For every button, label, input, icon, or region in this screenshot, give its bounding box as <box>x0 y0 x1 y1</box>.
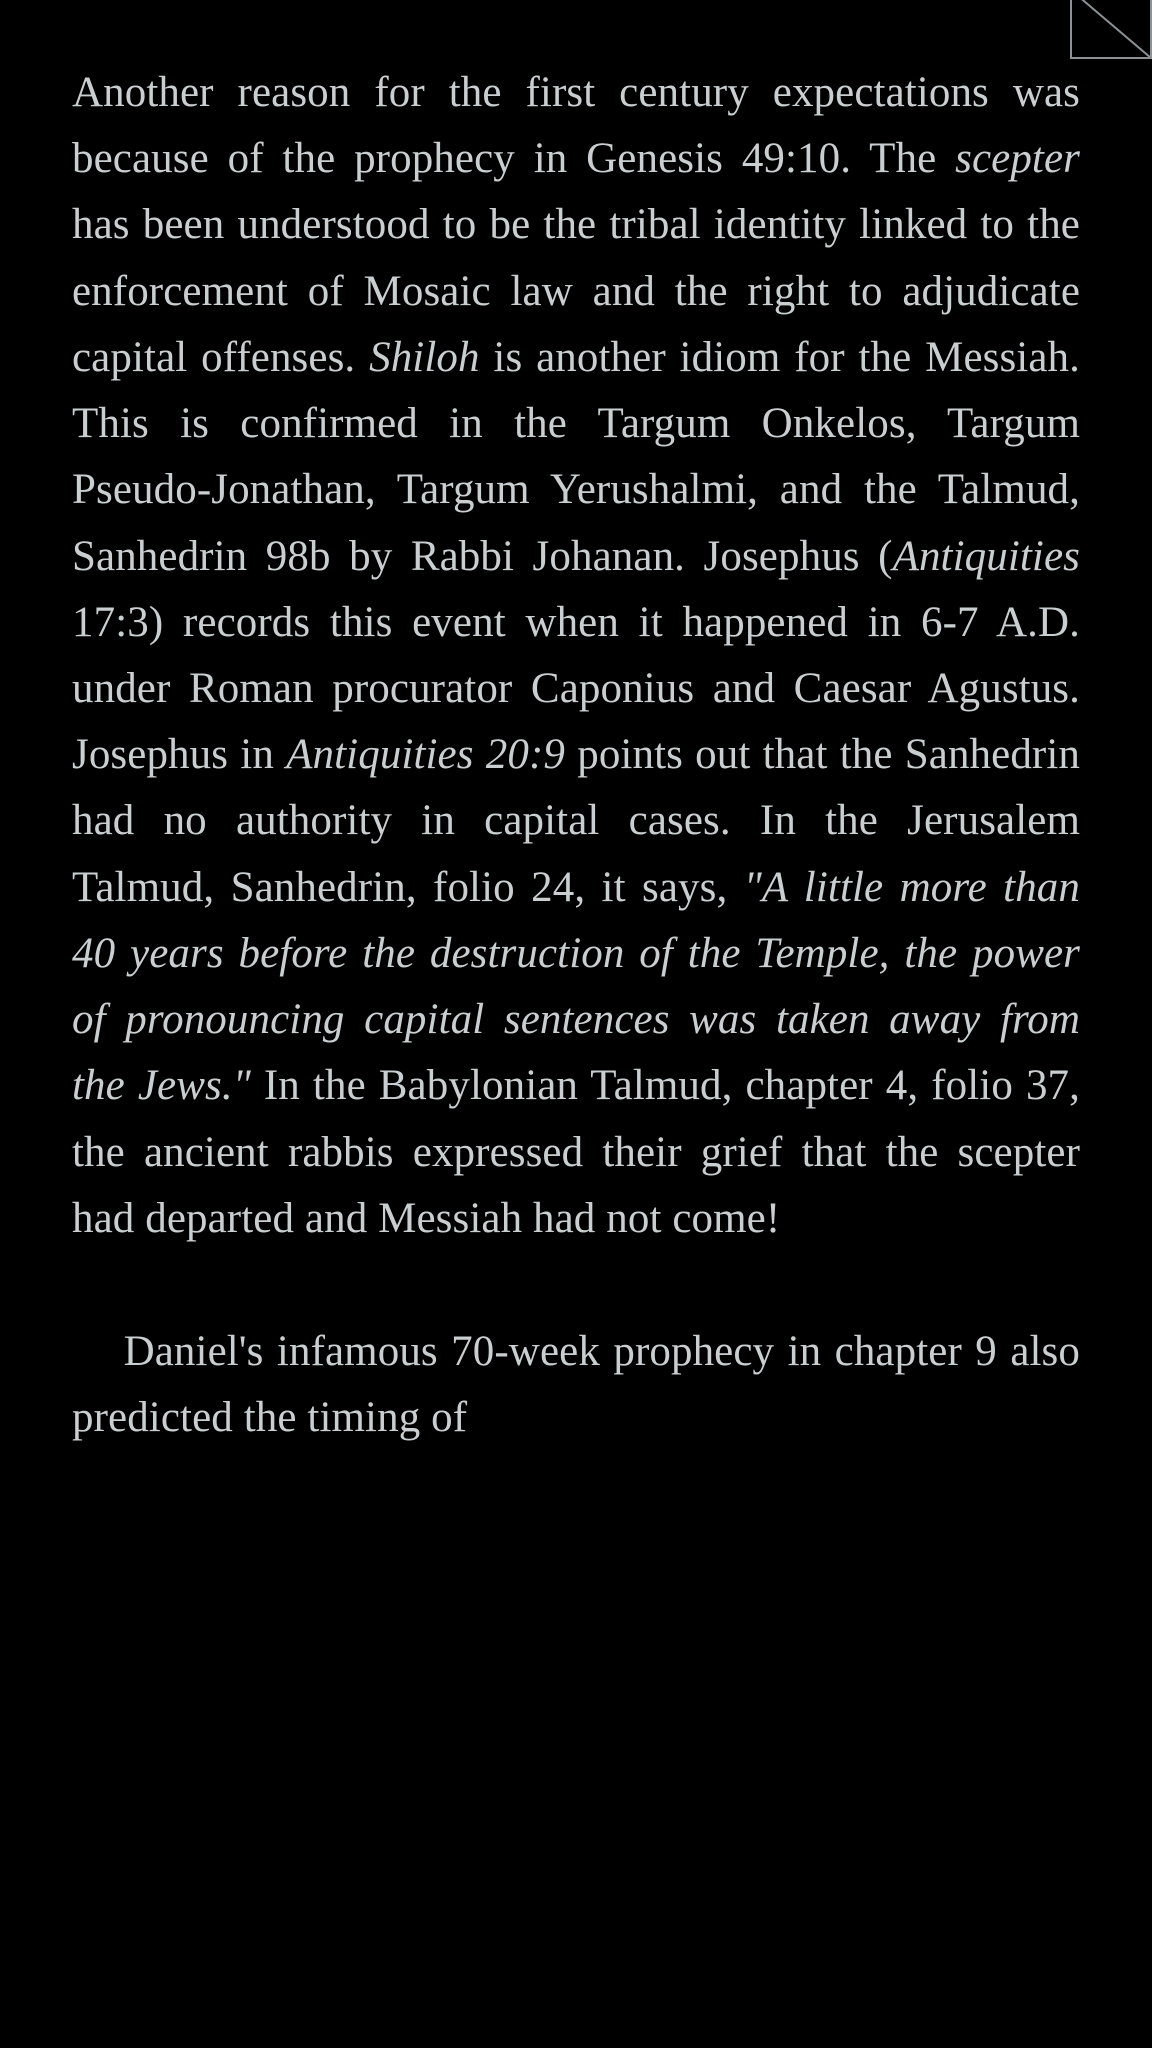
paragraph-2-run-0: Daniel's infamous 70-week prophecy in chapter 9 also predicted the timing of <box>72 1327 1080 1441</box>
paragraph-1-run-0: Another reason for the first century expectations was because of the prophecy in Genesis 49:10. The <box>72 69 1080 183</box>
paragraph-1-run-4: is another idiom for the Messiah. This is confirmed in the Targum Onkelos, Targum Pseudo-Jonathan, Targum Yerushalmi, and the Talmud, Sanhedrin 98b by Rabbi Johanan. Josephus ( <box>72 333 1080 580</box>
paragraph-1-italic-run-7: Antiquities 20:9 <box>286 731 566 779</box>
paragraph-1-run-6: 17:3) records this event when it happened in 6-7 A.D. under Roman procurator Caponius and Caesar Agustus. Josephus in <box>72 598 1080 779</box>
page-fold-corner-icon <box>1070 0 1152 70</box>
paragraph-1-italic-run-3: Shiloh <box>369 333 480 381</box>
paragraph-1-italic-run-5: Antiquities <box>892 532 1080 580</box>
paragraph-1-run-10: In the Babylonian Talmud, chapter 4, folio 37, the ancient rabbis expressed their grief that the scepter had departed and Messiah had not come! <box>72 1062 1080 1242</box>
paragraph-1-italic-run-9: "A little more than 40 years before the destruction of the Temple, the power of pronouncing capital sentences was taken away from the Jews." <box>72 863 1080 1110</box>
paragraph-1-italic-run-1: scepter <box>955 135 1080 183</box>
document-body <box>72 60 1080 1451</box>
paragraph-2 <box>72 1319 1080 1451</box>
paragraph-1 <box>72 60 1080 1252</box>
paragraph-1-run-8: points out that the Sanhedrin had no authority in capital cases. In the Jerusalem Talmud, Sanhedrin, folio 24, it says, <box>72 731 1080 911</box>
paragraph-1-run-2: has been understood to be the tribal identity linked to the enforcement of Mosaic law and the right to adjudicate capital offenses. <box>72 201 1080 381</box>
